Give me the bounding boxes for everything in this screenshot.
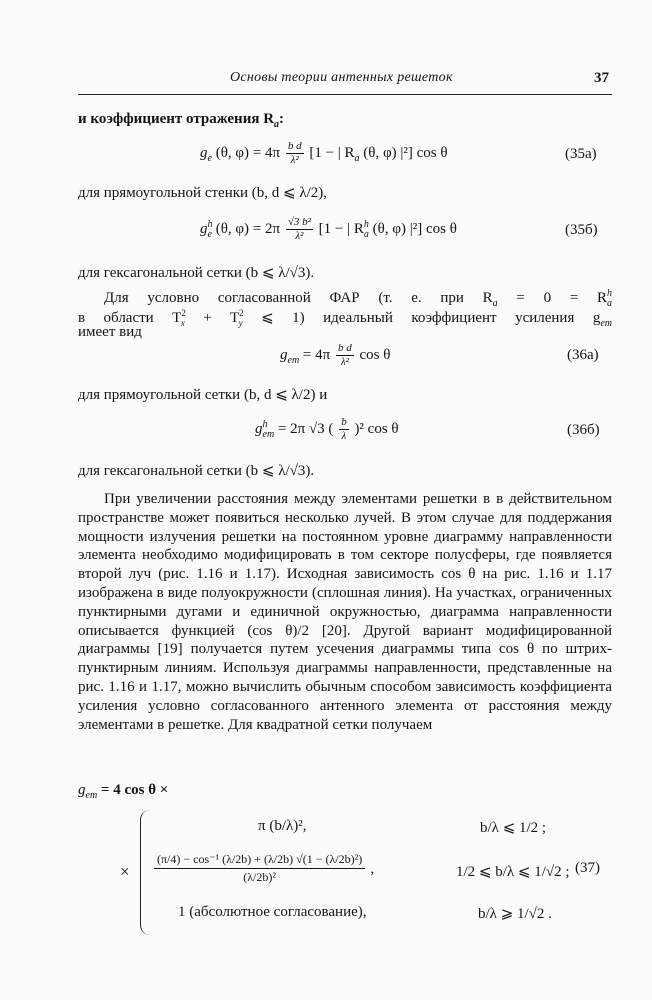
eq35a-rest2: (θ, φ) |²] cos θ xyxy=(363,144,448,161)
eq35b-fraction xyxy=(286,216,313,243)
eq36b-den: λ xyxy=(341,430,347,442)
eq37-case3-cond: b/λ ⩾ 1/√2 . xyxy=(478,906,552,922)
equation-36a xyxy=(280,342,390,369)
eq37-times-sign: × xyxy=(120,862,130,881)
eq35b-label: (35б) xyxy=(565,222,598,238)
equation-35a xyxy=(200,140,448,167)
eq35b-lhs: g xyxy=(200,220,208,237)
eq35b-rest-sup: h xyxy=(363,218,369,230)
eq35b-args: (θ, φ) = 2π xyxy=(215,220,281,237)
eq36a-fraction xyxy=(336,342,354,369)
eq37-case1-expr: π (b/λ)², xyxy=(258,818,307,834)
eq35b-num: √3 b² xyxy=(287,216,311,228)
equation-36b xyxy=(255,416,399,443)
eq35b-lhs-sub: e xyxy=(207,228,212,240)
intro-colon: : xyxy=(279,111,285,127)
eq37-lhs-rest: = 4 cos θ × xyxy=(100,782,169,798)
eq37-case1-cond: b/λ ⩽ 1/2 ; xyxy=(480,820,547,836)
eq35a-lhs: g xyxy=(200,144,208,161)
eq36b-lhs-sup: h xyxy=(262,418,268,430)
eq37-case2-den: (λ/2b)² xyxy=(243,870,276,884)
eq35b-rest2: (θ, φ) |²] cos θ xyxy=(372,220,457,237)
para-fer-text2: в области T xyxy=(78,310,182,326)
para-fer-text2b: + T xyxy=(184,310,240,326)
eq35b-rest-sub: a xyxy=(363,228,369,240)
eq36a-num: b d xyxy=(337,342,352,354)
running-header-title: Основы теории антенных решеток xyxy=(230,70,453,85)
para-fer-line2: в области $T^2_x + T^2_y$ ⩽ 1) идеальный коэффициент усиления $g_{em}$ xyxy=(78,308,612,329)
eq36b-fraction xyxy=(339,416,349,443)
para-fer-line3: имеет вид xyxy=(78,324,142,340)
intro-subscript: a xyxy=(274,119,280,130)
eq36a-rest: cos θ xyxy=(359,346,391,363)
eq37-left-brace xyxy=(140,810,155,935)
eq37-case2-fraction xyxy=(154,852,365,885)
eq35a-label: (35а) xyxy=(565,146,597,162)
page-number: 37 xyxy=(594,70,609,86)
eq36a-args: = 4π xyxy=(302,346,331,363)
eq36a-lhs-sub: em xyxy=(287,354,300,366)
eq37-case2-comma: , xyxy=(370,861,375,877)
equation-37-lhs xyxy=(78,782,168,801)
eq37-case3-expr: 1 (абсолютное согласование), xyxy=(178,904,367,920)
condition-rect-grid: для прямоугольной сетки (b, d ⩽ λ/2) и xyxy=(78,387,328,403)
eq35b-den: λ² xyxy=(295,230,304,242)
eq37-lhs-sub: em xyxy=(85,790,98,801)
eq36a-label: (36а) xyxy=(567,347,599,363)
eq37-label: (37) xyxy=(575,860,600,876)
eq36a-den: λ² xyxy=(340,356,349,368)
body-paragraph: При увеличении расстояния между элементами решетки в в действительном пространстве может появиться несколько лучей. В этом случае для поддержания мощности излучения решетки на постоянном уровне диаграмму направленности элемента необходимо модифицировать в том секторе полусферы, где появляется второй луч (рис. 1.16 и 1.17). Исходная зависимость cos θ на рис. 1.16 и 1.17 изображена в виде полуокружности (сплошная линия). На участках, ограниченных пунктирными дугами и единичной окружностью, диаграмма направленности описывается функцией (cos θ)/2 [20]. Другой вариант модифицированной диаграммы [19] получается путем усечения диаграммы типа cos θ по штрих-пунктирным линиям. Используя диаграммы направленности, представленные на рис. 1.16 и 1.17, можно вычислить обычным способом зависимость коэффициента усиления условно согласованного антенного элемента от расстояния между элементами в решетке. Для квадратной сетки получаем xyxy=(78,491,612,733)
eq35a-args: (θ, φ) = 4π xyxy=(215,144,281,161)
eq36b-lhs-sub: em xyxy=(262,428,275,440)
eq35a-den: λ² xyxy=(290,154,299,166)
condition-hex-grid-2: для гексагональной сетки (b ⩽ λ/√3). xyxy=(78,463,315,479)
intro-line xyxy=(78,108,612,136)
eq36b-args: = 2π √3 ( xyxy=(277,420,334,437)
eq35a-rest: [1 − | R xyxy=(309,144,355,161)
eq35a-lhs-sub: e xyxy=(207,152,212,164)
eq36b-lhs: g xyxy=(255,420,263,437)
eq36b-rest: )² cos θ xyxy=(354,420,399,437)
eq37-case2-cond: 1/2 ⩽ b/λ ⩽ 1/√2 ; xyxy=(456,864,570,880)
eq37-case2-expr xyxy=(154,852,374,885)
condition-hex-grid-1: для гексагональной сетки (b ⩽ λ/√3). xyxy=(78,265,315,281)
eq35b-rest: [1 − | R xyxy=(318,220,364,237)
eq35a-rest-sub: a xyxy=(354,152,360,164)
intro-text: и коэффициент отражения R xyxy=(78,111,275,127)
para-fer-text1b: = 0 = R xyxy=(497,290,607,306)
condition-rect-wall: для прямоугольной стенки (b, d ⩽ λ/2), xyxy=(78,185,328,201)
eq35b-lhs-sup: h xyxy=(207,218,213,230)
eq36b-num: b xyxy=(341,416,347,428)
eq37-case2-num: (π/4) − cos⁻¹ (λ/2b) + (λ/2b) √(1 − (λ/2b)²) xyxy=(154,852,365,869)
para-fer-text1: Для условно согласованной ФАР (т. е. при R xyxy=(104,290,493,306)
eq36a-lhs: g xyxy=(280,346,288,363)
para-fer-line1: Для условно согласованной ФАР (т. е. при $R_a = 0 = R^h_a$ xyxy=(104,288,612,309)
header-rule xyxy=(78,94,612,95)
eq35a-fraction xyxy=(286,140,304,167)
eq36b-label: (36б) xyxy=(567,422,600,438)
equation-35b xyxy=(200,216,457,243)
eq37-lhs: g xyxy=(78,782,86,798)
para-fer-text2c: ⩽ 1) идеальный коэффициент усиления g xyxy=(242,310,601,326)
eq35a-num: b d xyxy=(287,140,302,152)
